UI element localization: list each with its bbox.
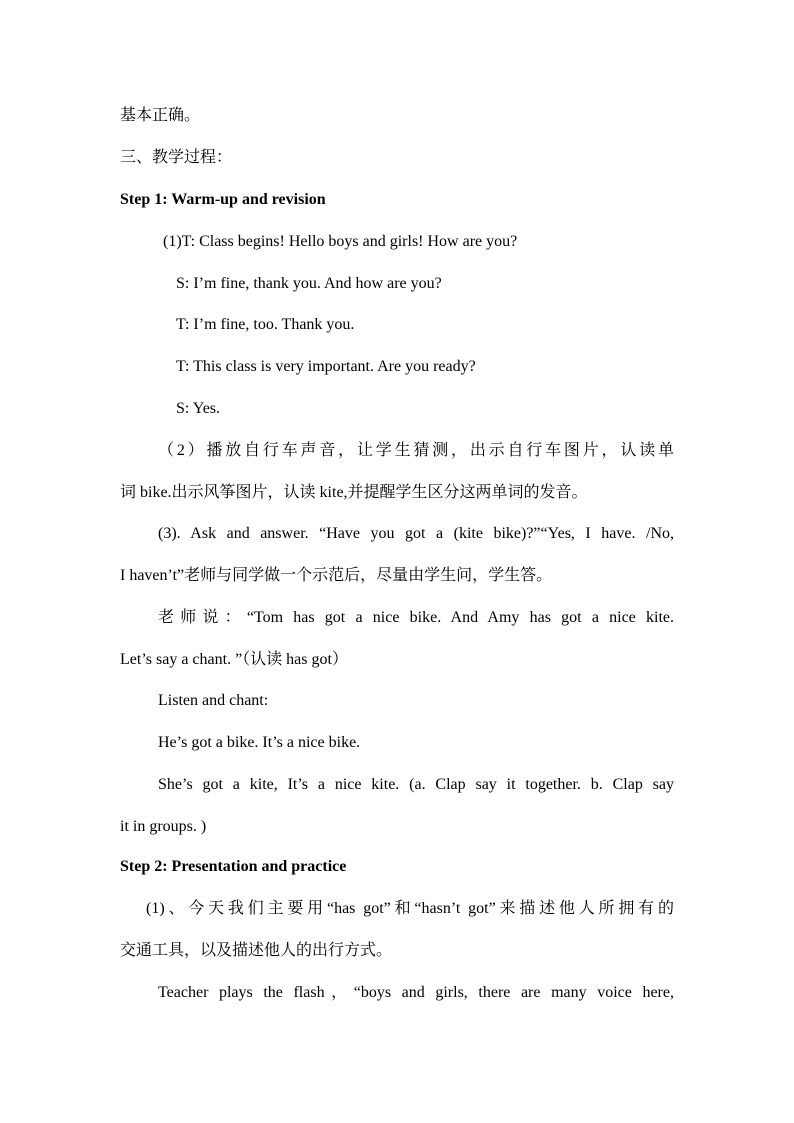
paragraph-line: 老师说：“Tom has got a nice bike. And Amy has got a nice kite. (158, 609, 674, 626)
dialogue-line: S: I’m fine, thank you. And how are you? (176, 275, 442, 292)
step-heading: Step 2: Presentation and practice (120, 858, 347, 875)
chant-heading: Listen and chant: (158, 692, 269, 709)
paragraph-line: 交通工具，以及描述他人的出行方式。 (120, 942, 393, 959)
chant-line: He’s got a bike. It’s a nice bike. (158, 734, 361, 751)
dialogue-line: T: I’m fine, too. Thank you. (176, 316, 355, 333)
paragraph-line: 词 bike.出示风筝图片，认读 kite,并提醒学生区分这两单词的发音。 (120, 484, 588, 501)
dialogue-line: T: This class is very important. Are you ready? (176, 358, 476, 375)
paragraph-line: Let’s say a chant. ”（认读 has got） (120, 651, 348, 668)
paragraph-line: Teacher plays the flash，“boys and girls, there are many voice here, (158, 984, 674, 1001)
paragraph-line: (3). Ask and answer. “Have you got a (kite bike)?”“Yes, I have. /No, (158, 525, 674, 542)
step-heading: Step 1: Warm-up and revision (120, 191, 326, 208)
paragraph-line: (1)、今天我们主要用“has got”和“hasn’t got”来描述他人所拥有的 (146, 900, 674, 917)
chant-line: it in groups. ) (120, 818, 207, 835)
chant-line: She’s got a kite, It’s a nice kite. (a. Clap say it together. b. Clap say (158, 776, 674, 793)
dialogue-line: S: Yes. (176, 400, 221, 417)
text-line: 基本正确。 (120, 107, 201, 124)
section-heading: 三、教学过程： (120, 149, 233, 166)
paragraph-line: I haven’t”老师与同学做一个示范后，尽量由学生问，学生答。 (120, 567, 553, 584)
paragraph-line: （2）播放自行车声音，让学生猜测，出示自行车图片，认读单 (158, 442, 674, 459)
dialogue-line: (1)T: Class begins! Hello boys and girls! How are you? (163, 233, 518, 250)
